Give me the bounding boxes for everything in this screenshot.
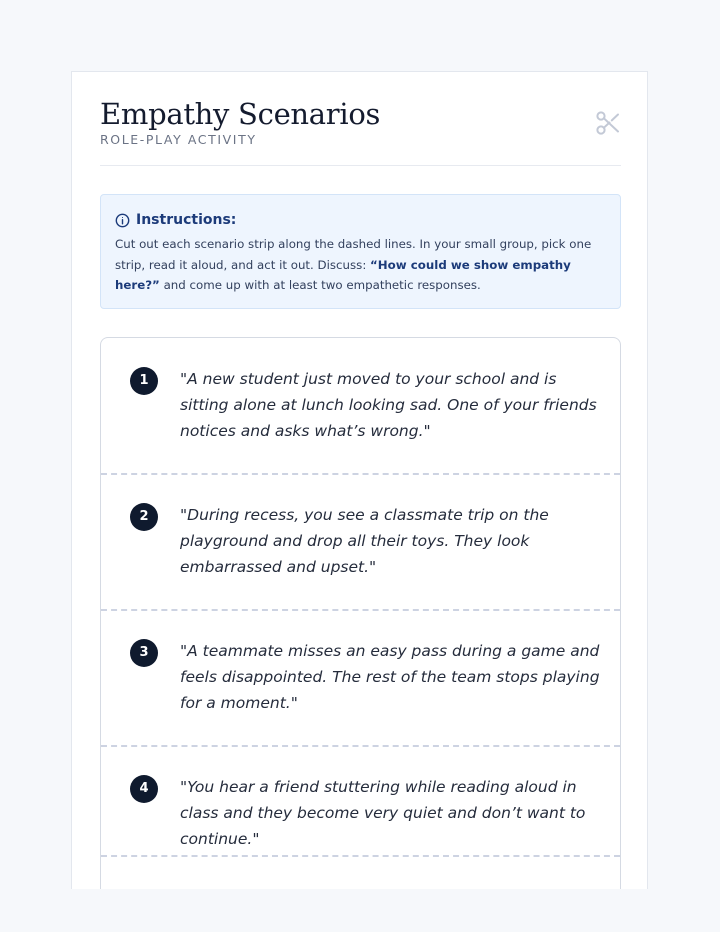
instructions-text bbox=[115, 234, 606, 296]
scenario-text: "A teammate misses an easy pass during a game and feels disappointed. The rest of the team stops playing for a moment." bbox=[180, 642, 600, 712]
scenario-strip-3 bbox=[101, 611, 620, 747]
instructions-emphasis: “How could we show empathy here?” bbox=[115, 257, 571, 292]
scenario-text: "You hear a friend stuttering while reading aloud in class and they become very quiet and don’t want to continue." bbox=[180, 778, 586, 848]
scenario-number-badge: 2 bbox=[130, 503, 158, 531]
instructions-text-after: and come up with at least two empathetic responses. bbox=[159, 278, 481, 292]
scenario-number-badge: 1 bbox=[130, 367, 158, 395]
scenario-number-badge: 3 bbox=[130, 639, 158, 667]
scenario-strip-4 bbox=[101, 747, 620, 857]
instructions-heading bbox=[115, 211, 606, 229]
page-subtitle: ROLE-PLAY ACTIVITY bbox=[100, 132, 257, 147]
page-title: Empathy Scenarios bbox=[100, 97, 381, 131]
scenario-strips bbox=[100, 337, 621, 889]
scenario-strip-1 bbox=[101, 338, 620, 475]
scenario-number-badge: 4 bbox=[130, 775, 158, 803]
scissors-icon bbox=[595, 110, 621, 136]
scenario-text: "During recess, you see a classmate trip on the playground and drop all their toys. They look embarrassed and upset." bbox=[180, 506, 549, 576]
instructions-title: Instructions: bbox=[136, 212, 237, 228]
scenario-strip-2 bbox=[101, 475, 620, 611]
instructions-text-before: Cut out each scenario strip along the dashed lines. In your small group, pick one strip, read it aloud, and act it out. Discuss: bbox=[115, 237, 592, 272]
info-icon bbox=[115, 213, 130, 228]
activity-sheet bbox=[71, 71, 648, 889]
instructions-box bbox=[100, 194, 621, 309]
sheet-header bbox=[100, 72, 621, 166]
scenario-text: "A new student just moved to your school and is sitting alone at lunch looking sad. One of your friends notices and asks what’s wrong." bbox=[180, 370, 597, 440]
